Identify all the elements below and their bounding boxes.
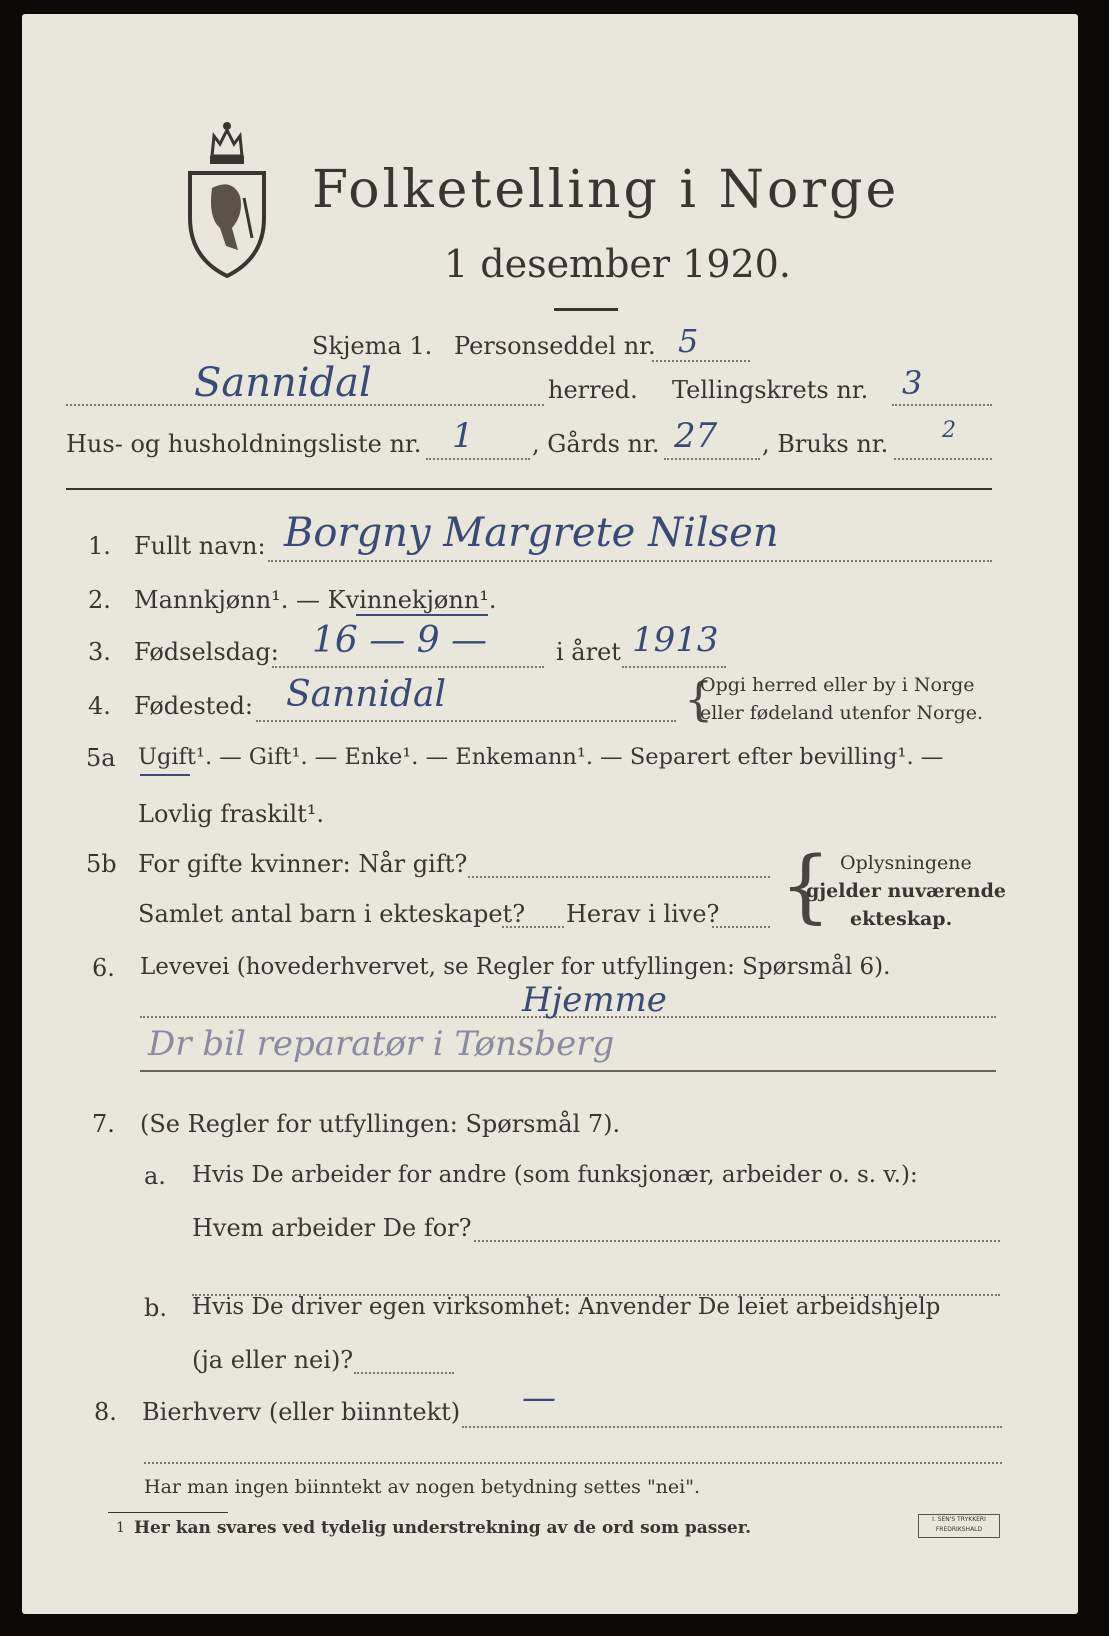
printer-stamp-line2: FREDRIKSHALD: [935, 1526, 983, 1533]
q8-value: —: [522, 1378, 556, 1418]
title-divider: [554, 308, 618, 311]
q6-line2: [140, 1070, 996, 1072]
personseddel-value: 5: [678, 322, 699, 360]
footnote-text: Her kan svares ved tydelig understrekning av de ord som passer.: [134, 1518, 752, 1538]
printer-stamp: [918, 1514, 1000, 1538]
biinntekt-note: Har man ingen biinntekt av nogen betydning settes "nei".: [144, 1476, 701, 1498]
q1-value: Borgny Margrete Nilsen: [284, 510, 779, 556]
hus-line: [426, 458, 530, 460]
q5b-line1-field: [468, 876, 770, 878]
q4-brace: {: [684, 672, 714, 726]
q4-number: 4.: [88, 692, 111, 720]
personseddel-label: Personseddel nr.: [454, 332, 656, 360]
q7a-line1: Hvis De arbeider for andre (som funksjonær, arbeider o. s. v.):: [192, 1162, 918, 1188]
coat-of-arms-icon: [182, 118, 272, 278]
q7b-field: [354, 1372, 454, 1374]
q7b-line1: Hvis De driver egen virksomhet: Anvender De leiet arbeidshjelp: [192, 1294, 941, 1320]
q7-number: 7.: [92, 1110, 115, 1138]
q2-label: Mannkjønn¹. — Kvinnekjønn¹.: [134, 586, 497, 614]
form-date: 1 desember 1920.: [444, 242, 791, 286]
q5a-number: 5a: [86, 744, 116, 772]
q3-number: 3.: [88, 638, 111, 666]
footnote-divider: [108, 1512, 228, 1513]
herred-label: herred.: [548, 376, 638, 404]
q1-line: [268, 560, 992, 562]
bruks-label: , Bruks nr.: [762, 430, 889, 458]
q6-value2: Dr bil reparatør i Tønsberg: [148, 1024, 615, 1064]
q4-value: Sannidal: [286, 674, 447, 715]
q5a-line1: Ugift¹. — Gift¹. — Enke¹. — Enkemann¹. — Separert efter bevilling¹. —: [138, 744, 944, 770]
tellingskrets-value: 3: [902, 364, 923, 402]
skjema-label: Skjema 1.: [312, 332, 433, 360]
q7b-line2: (ja eller nei)?: [192, 1346, 354, 1374]
q5b-note-line3: ekteskap.: [850, 908, 953, 930]
hus-value: 1: [452, 416, 474, 456]
personseddel-line: [652, 360, 750, 362]
gards-line: [664, 458, 760, 460]
q5b-line2a: Samlet antal barn i ekteskapet?: [138, 900, 526, 928]
q3-value: 16 — 9 —: [312, 620, 488, 661]
q5a-line2: Lovlig fraskilt¹.: [138, 800, 325, 828]
q5b-number: 5b: [86, 850, 117, 878]
q6-label: Levevei (hovederhvervet, se Regler for utfyllingen: Spørsmål 6).: [140, 954, 891, 980]
footnote-number: 1: [116, 1520, 125, 1536]
q3-year-value: 1913: [632, 620, 719, 660]
q2-underline: [356, 614, 488, 616]
tellingskrets-label: Tellingskrets nr.: [672, 376, 869, 404]
q1-label: Fullt navn:: [134, 532, 266, 560]
q5b-line2b-field: [712, 926, 770, 928]
q7a-field: [474, 1240, 1000, 1242]
q7-label: (Se Regler for utfyllingen: Spørsmål 7).: [140, 1110, 621, 1138]
q4-line: [256, 720, 676, 722]
q8-field2: [144, 1462, 1002, 1464]
q2-number: 2.: [88, 586, 111, 614]
gards-value: 27: [674, 416, 718, 456]
q4-note-line2: eller fødeland utenfor Norge.: [700, 702, 984, 724]
q8-label: Bierhverv (eller biinntekt): [142, 1398, 461, 1426]
q5b-line2b: Herav i live?: [566, 900, 720, 928]
q5b-note-line2: gjelder nuværende: [806, 880, 1006, 902]
q5b-line2a-field: [502, 926, 564, 928]
q5b-brace: {: [780, 839, 831, 932]
q3-year-label: i året: [556, 638, 621, 666]
q8-field: [462, 1426, 1002, 1428]
q5a-underline: [140, 774, 190, 776]
gards-label: , Gårds nr.: [532, 430, 660, 458]
form-title: Folketelling i Norge: [312, 160, 900, 220]
tellingskrets-line: [892, 404, 992, 406]
q3-year-line: [622, 666, 726, 668]
q7b-letter: b.: [144, 1294, 167, 1322]
q6-value: Hjemme: [522, 980, 667, 1020]
printer-stamp-line1: I. SEN'S TRYKKERI: [932, 1516, 986, 1523]
q7a-letter: a.: [144, 1162, 166, 1190]
q5b-note-line1: Oplysningene: [840, 852, 972, 874]
herred-value: Sannidal: [194, 360, 372, 406]
q4-label: Fødested:: [134, 692, 253, 720]
bruks-line: [894, 458, 992, 460]
q5b-line1: For gifte kvinner: Når gift?: [138, 850, 468, 878]
bruks-value: 2: [942, 418, 956, 443]
q3-label: Fødselsdag:: [134, 638, 279, 666]
hus-label: Hus- og husholdningsliste nr.: [66, 430, 422, 458]
q3-line: [272, 666, 544, 668]
q6-number: 6.: [92, 954, 115, 982]
q8-number: 8.: [94, 1398, 117, 1426]
census-form: [22, 14, 1078, 1614]
q7a-line2: Hvem arbeider De for?: [192, 1214, 472, 1242]
q4-note-line1: Opgi herred eller by i Norge: [700, 674, 975, 696]
q1-number: 1.: [88, 532, 111, 560]
section-divider: [66, 488, 992, 490]
